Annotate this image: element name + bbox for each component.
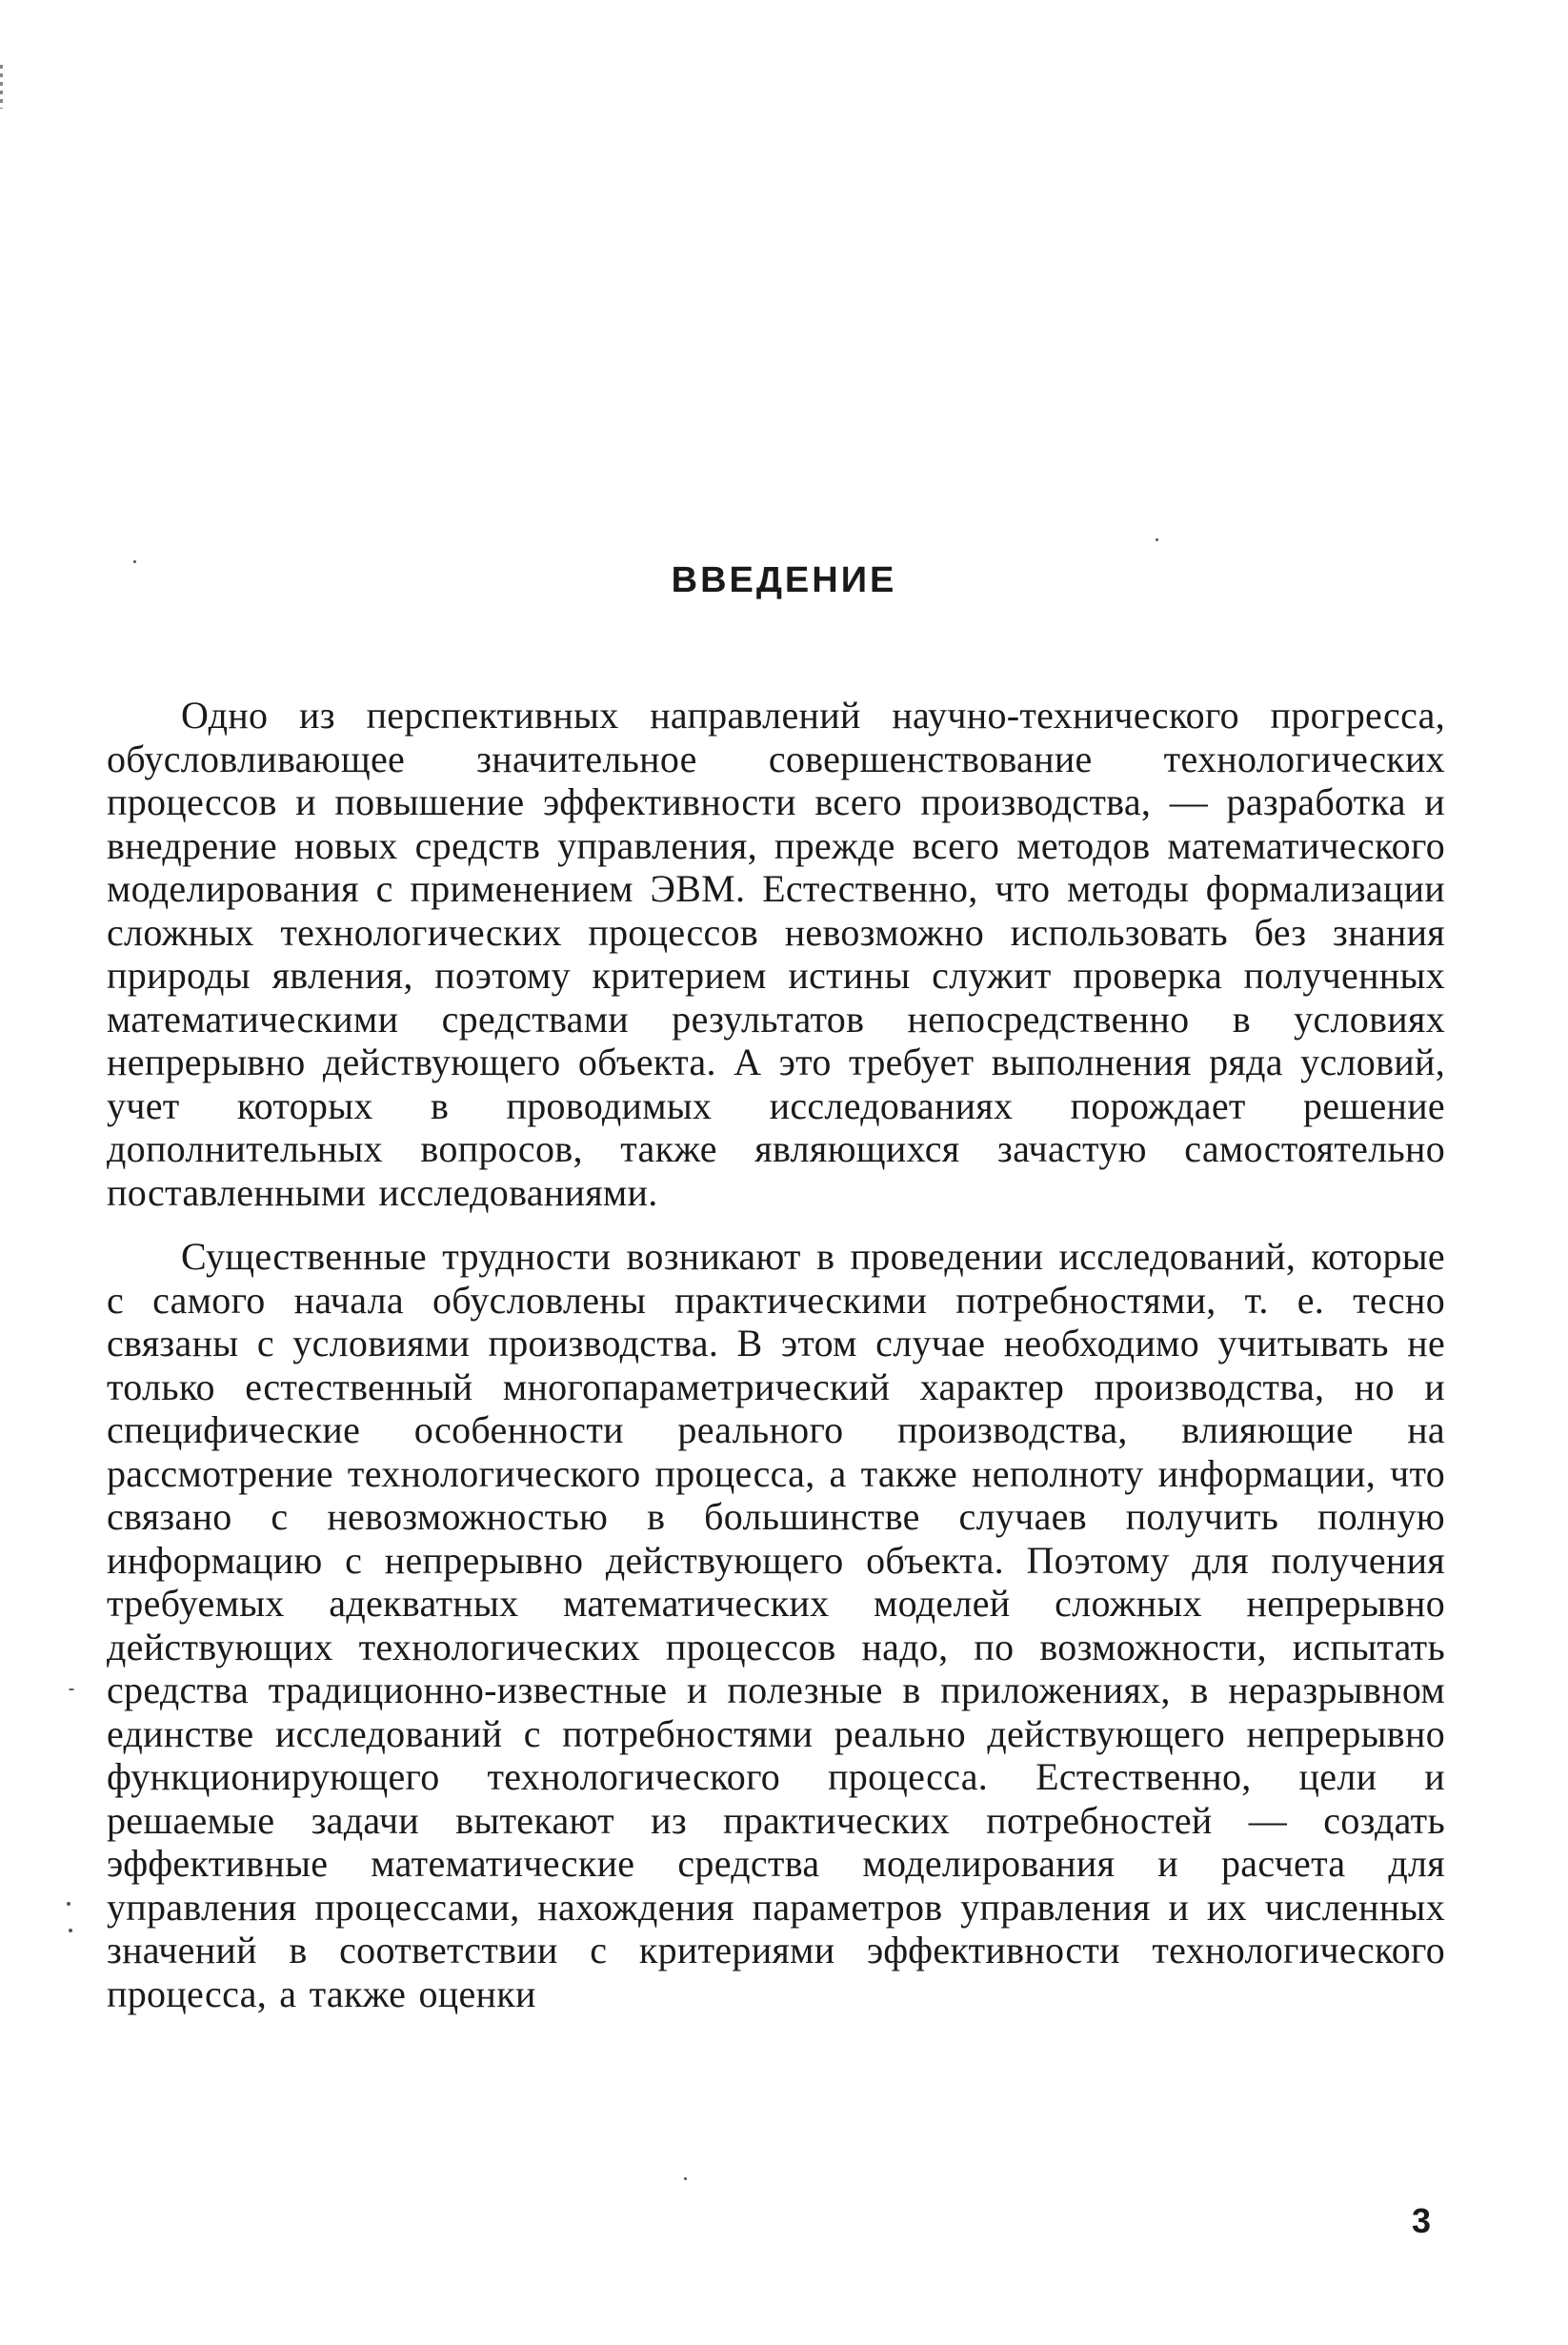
paragraph-1: Одно из перспективных направлений научно-технического прогресса, обусловливающее значительное совершенствование технологических процессов и повышение эффективности всего производства, — разработка и внедрение новых средств управления, прежде всего методов математического моделирования с применением ЭВМ. Естественно, что методы формализации сложных технологических процессов невозможно использовать без знания природы явления, поэтому критерием истины служит проверка полученных математическими средствами результатов непосредственно в условиях непрерывно действующего объекта. А это требует выполнения ряда условий, учет которых в проводимых исследованиях порождает решение дополнительных вопросов, также являющихся зачастую самостоятельно поставленными исследованиями. — [107, 694, 1445, 1214]
scan-speck — [684, 2177, 687, 2180]
scan-speck — [69, 1688, 74, 1690]
chapter-title: ВВЕДЕНИЕ — [671, 560, 897, 600]
scan-speck — [69, 1929, 72, 1932]
paragraph-2: Существенные трудности возникают в проведении исследований, которые с самого начала обусловлены практическими потребностями, т. е. тесно связаны с условиями производства. В этом случае необходимо учитывать не только естественный многопараметрический характер производства, но и специфические особенности реального производства, влияющие на рассмотрение технологического процесса, а также неполноту информации, что связано с невозможностью в большинстве случаев получить полную информацию с непрерывно действующего объекта. Поэтому для получения требуемых адекватных математических моделей сложных непрерывно действующих технологических процессов надо, по возможности, испытать средства традиционно-известные и полезные в приложениях, в неразрывном единстве исследований с потребностями реально действующего непрерывно функционирующего технологического процесса. Естественно, цели и решаемые задачи вытекают из практических потребностей — создать эффективные математические средства моделирования и расчета для управления процессами, нахождения параметров управления и их численных значений в соответствии с критериями эффективности технологического процесса, а также оценки — [107, 1235, 1445, 2015]
page-number: 3 — [1411, 2201, 1432, 2240]
scan-edge-mark — [0, 65, 3, 109]
scan-speck — [67, 1902, 70, 1906]
scan-speck — [1156, 538, 1158, 541]
body-text — [107, 694, 1445, 2036]
scan-speck — [133, 560, 136, 563]
